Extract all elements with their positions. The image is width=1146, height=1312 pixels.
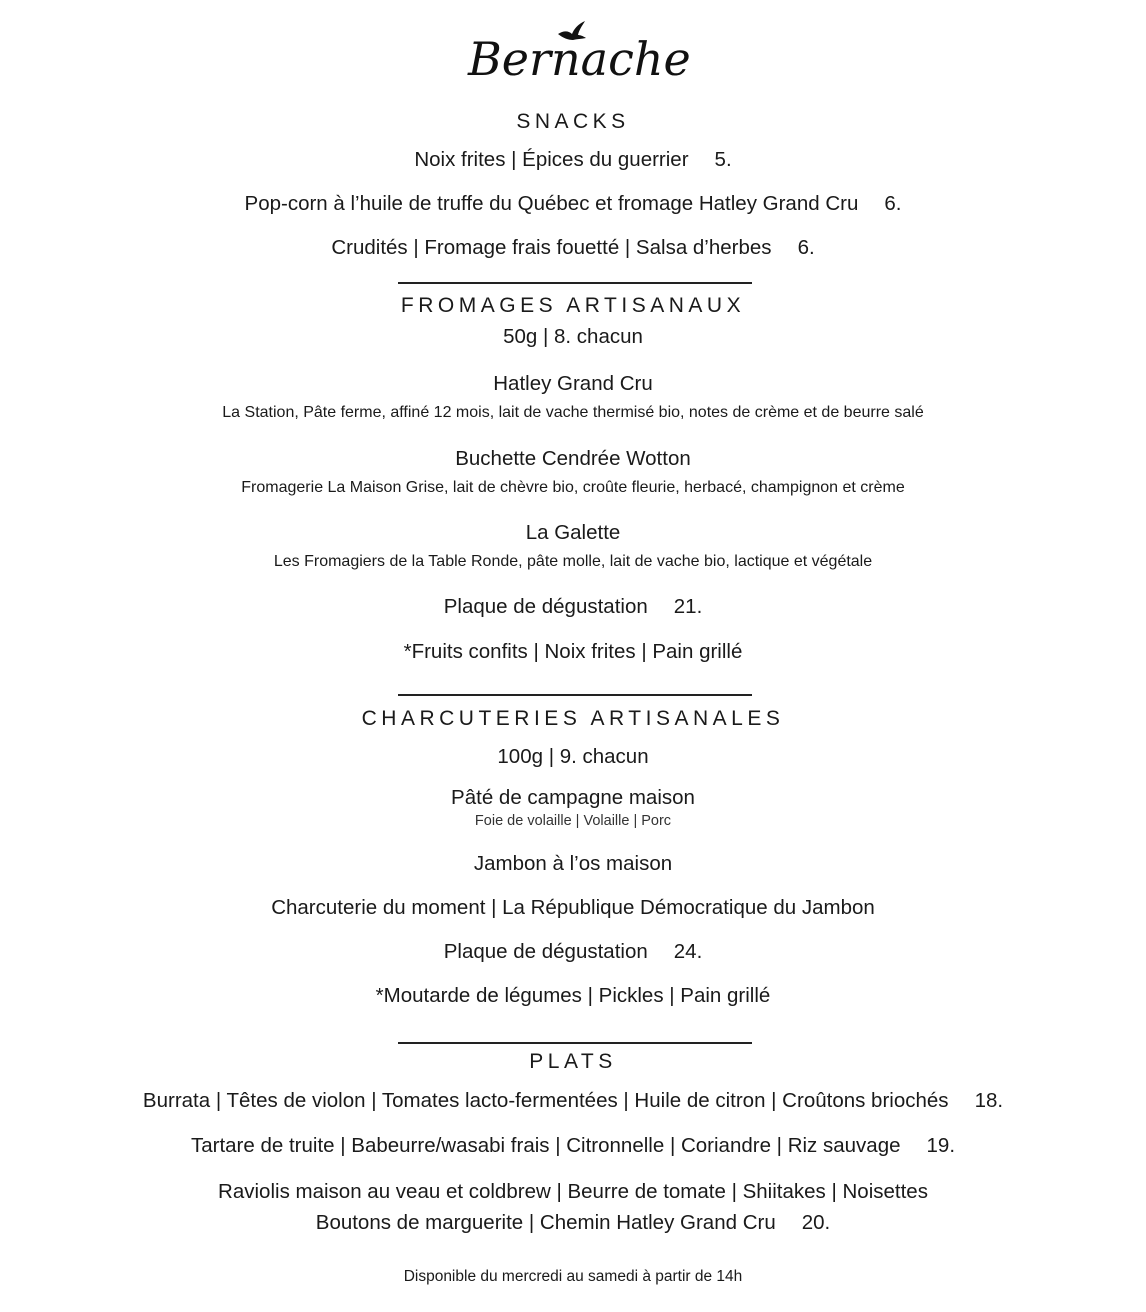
cheese-desc: La Station, Pâte ferme, affiné 12 mois, lait de vache thermisé bio, notes de crème et de beurre salé <box>222 404 924 421</box>
plate-sides: *Fruits confits | Noix frites | Pain grillé <box>403 640 743 663</box>
cheese-name: Buchette Cendrée Wotton <box>455 447 691 470</box>
dish <box>0 1211 1146 1235</box>
cheese-name: La Galette <box>525 521 621 544</box>
charcuterie-name: Jambon à l’os maison <box>473 852 673 875</box>
menu-item <box>0 148 1146 172</box>
brand-name: Bernache <box>468 32 691 86</box>
fromages-heading: FROMAGES ARTISANAUX <box>400 294 746 317</box>
charcuteries-heading: CHARCUTERIES ARTISANALES <box>361 707 785 730</box>
dish-name: Boutons de marguerite | Chemin Hatley Grand Cru <box>315 1211 776 1234</box>
divider <box>398 694 752 696</box>
availability-note: Disponible du mercredi au samedi à partir de 14h <box>403 1268 743 1285</box>
item-price: 6. <box>797 236 815 259</box>
menu-item <box>0 192 1146 216</box>
item-price: 5. <box>714 148 732 171</box>
plats-heading: PLATS <box>529 1050 617 1073</box>
dish <box>0 1089 1146 1113</box>
charcuteries-subtitle: 100g | 9. chacun <box>497 745 649 768</box>
plate-price: 24. <box>673 940 703 963</box>
plate-sides: *Moutarde de légumes | Pickles | Pain grillé <box>375 984 771 1007</box>
item-name: Noix frites | Épices du guerrier <box>414 148 689 171</box>
fromages-subtitle: 50g | 8. chacun <box>503 325 643 348</box>
item-price: 6. <box>884 192 902 215</box>
dish <box>0 1134 1146 1158</box>
dish-price: 19. <box>926 1134 956 1157</box>
dish-name: Tartare de truite | Babeurre/wasabi frais | Citronnelle | Coriandre | Riz sauvage <box>190 1134 901 1157</box>
dish-name: Burrata | Têtes de violon | Tomates lacto-fermentées | Huile de citron | Croûtons briochés <box>142 1089 949 1112</box>
cheese-desc: Fromagerie La Maison Grise, lait de chèvre bio, croûte fleurie, herbacé, champignon et crème <box>241 479 905 496</box>
cheese-desc: Les Fromagiers de la Table Ronde, pâte molle, lait de vache bio, lactique et végétale <box>273 553 873 570</box>
menu-item <box>0 236 1146 260</box>
charcuterie-name: Pâté de campagne maison <box>451 786 695 809</box>
plate-name: Plaque de dégustation <box>443 595 648 618</box>
divider <box>398 1042 752 1044</box>
tasting-plate <box>0 595 1146 619</box>
charcuterie-desc: Foie de volaille | Volaille | Porc <box>474 813 672 829</box>
dish-price: 18. <box>974 1089 1004 1112</box>
charcuterie-name: Charcuterie du moment | La République Démocratique du Jambon <box>271 896 875 919</box>
snacks-heading: SNACKS <box>516 110 630 133</box>
dish-line: Raviolis maison au veau et coldbrew | Beurre de tomate | Shiitakes | Noisettes <box>218 1180 928 1203</box>
brand-logo <box>460 18 690 88</box>
cheese-name: Hatley Grand Cru <box>493 372 653 395</box>
divider <box>398 282 752 284</box>
item-name: Crudités | Fromage frais fouetté | Salsa d’herbes <box>331 236 772 259</box>
dish-price: 20. <box>801 1211 831 1234</box>
item-name: Pop-corn à l’huile de truffe du Québec et fromage Hatley Grand Cru <box>244 192 859 215</box>
plate-name: Plaque de dégustation <box>443 940 648 963</box>
tasting-plate <box>0 940 1146 964</box>
plate-price: 21. <box>673 595 703 618</box>
